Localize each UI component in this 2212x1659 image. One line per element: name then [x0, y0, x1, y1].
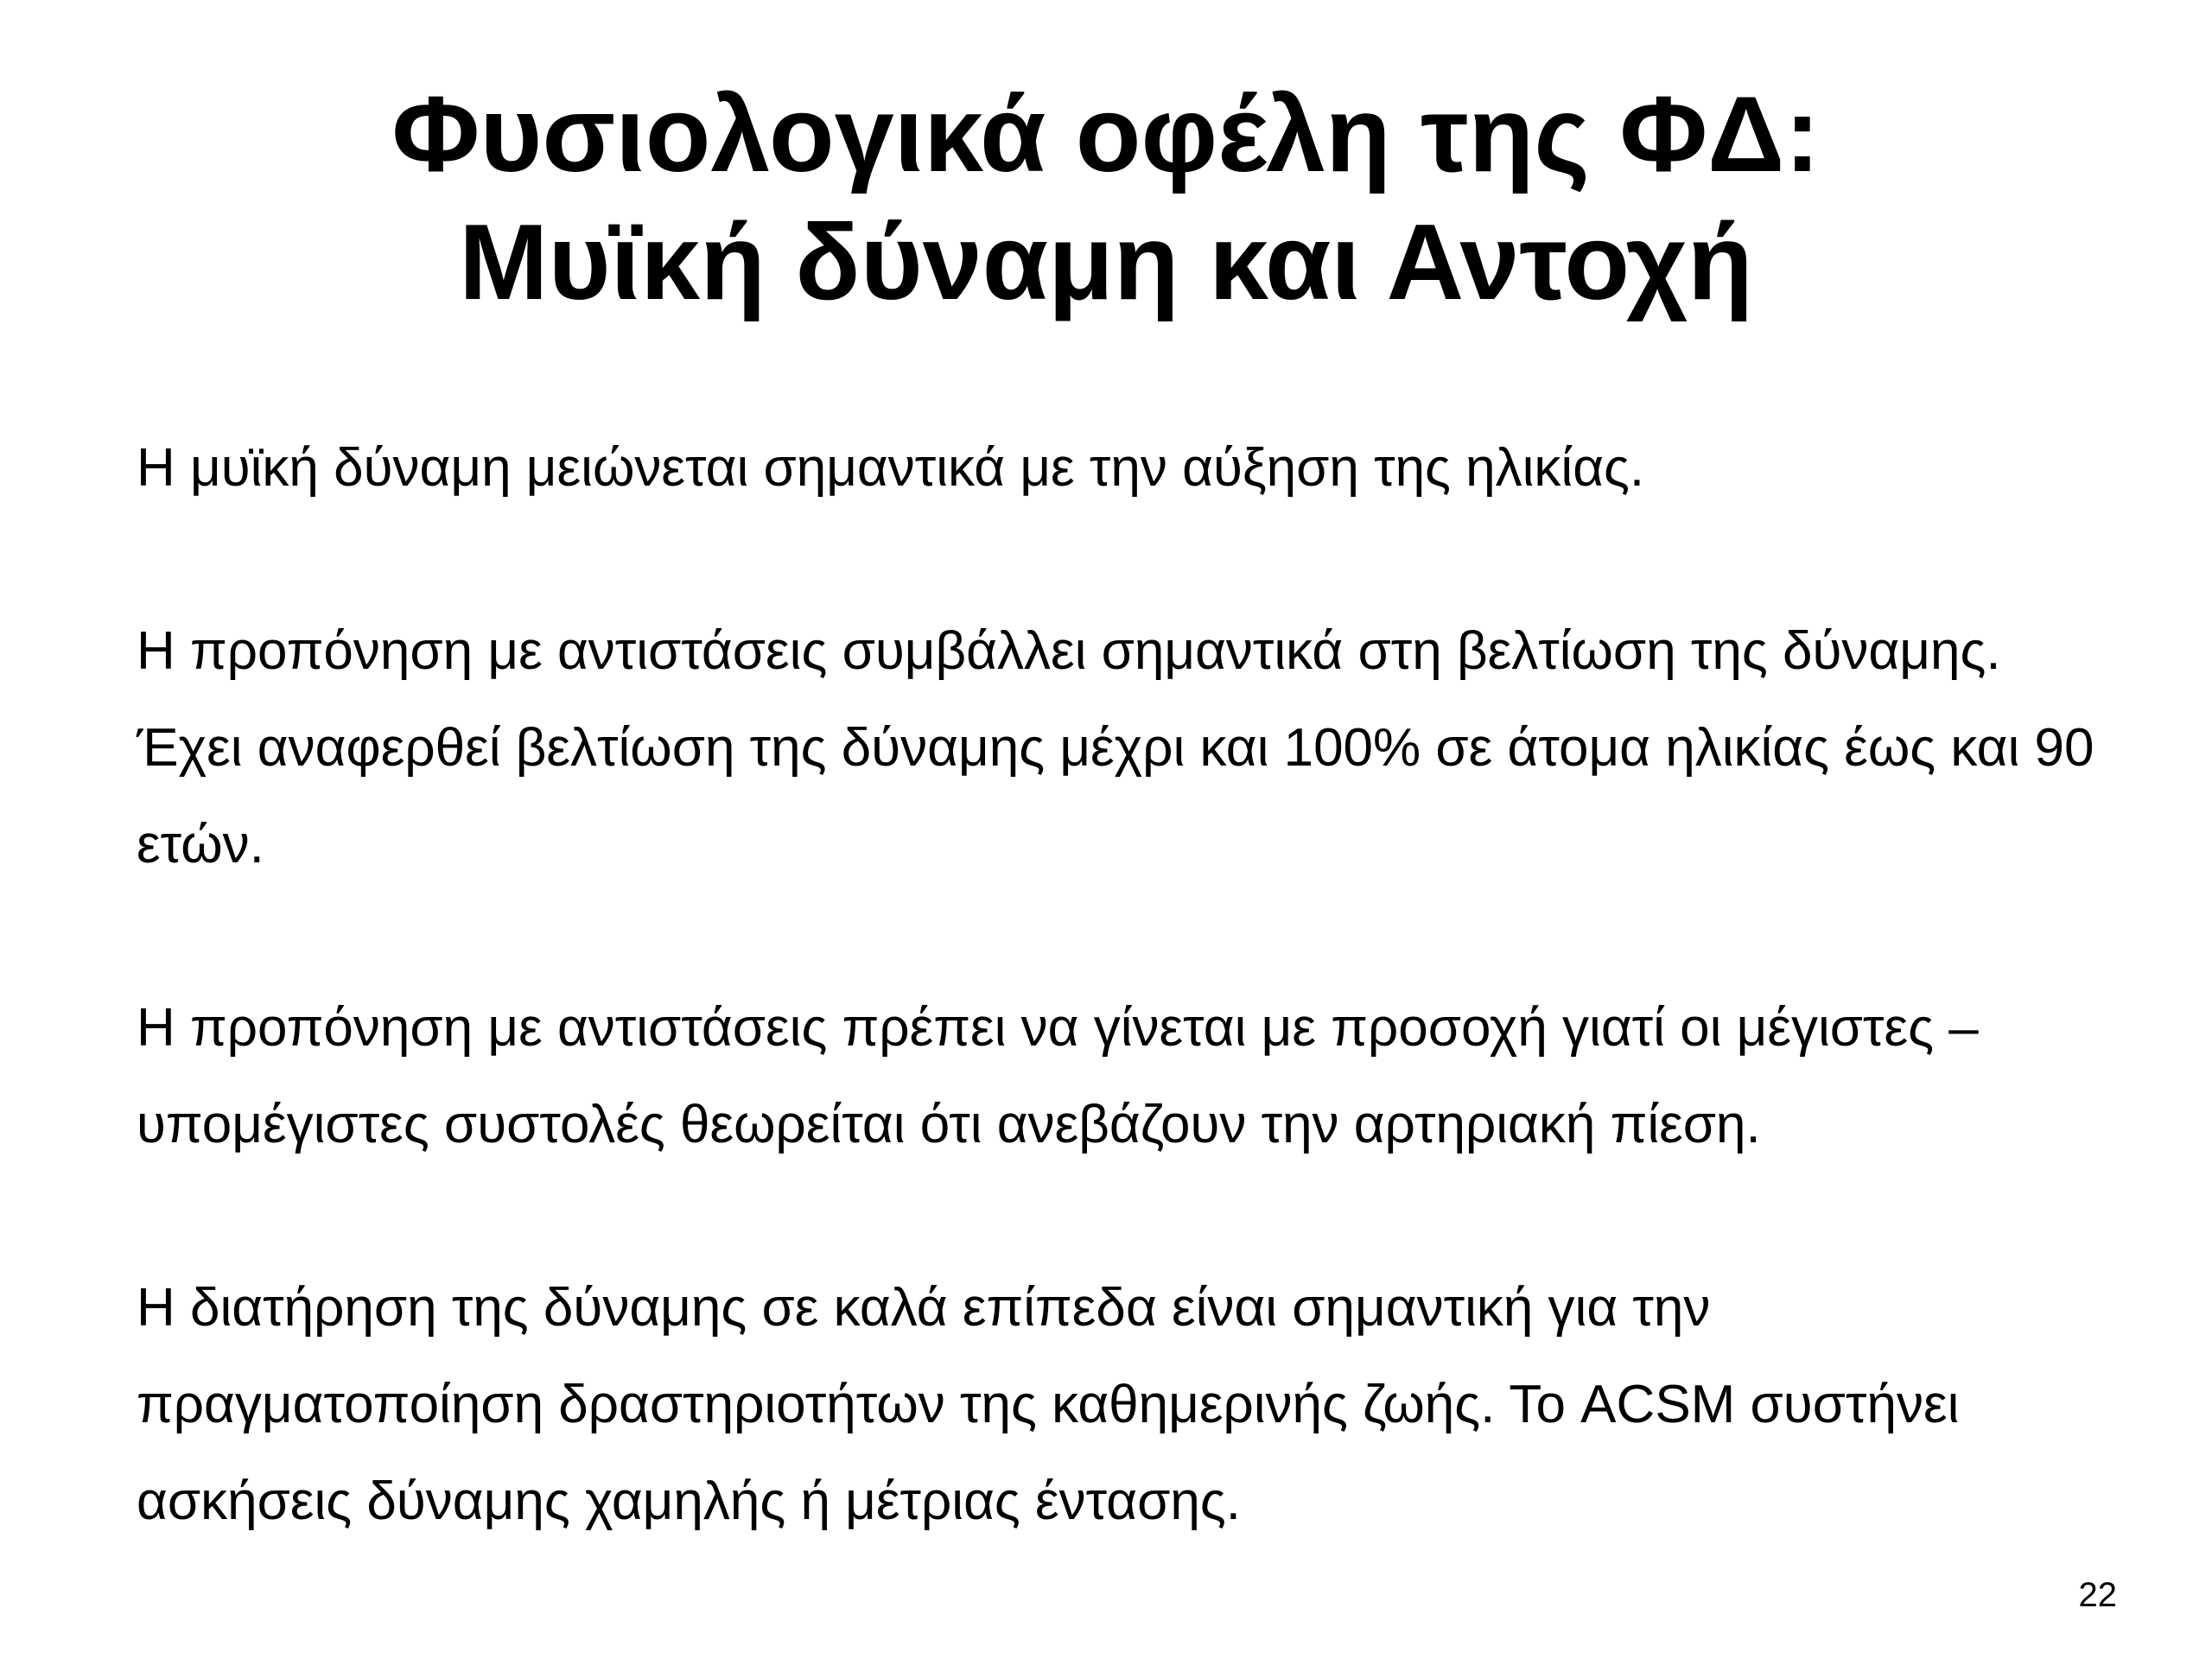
page-number: 22 — [2078, 1576, 2117, 1614]
paragraph-3: Η προπόνηση με αντιστάσεις πρέπει να γίνεται με προσοχή γιατί οι μέγιστες – υπομέγιστες συστολές θεωρείται ότι ανεβάζουν την αρτηριακή πίεση. — [137, 998, 1979, 1154]
paragraph-4: Η διατήρηση της δύναμης σε καλά επίπεδα είναι σημαντική για την πραγματοποίηση δραστηριοτήτων της καθημερινής ζωής. Το ACSM συστήνει ασκήσεις δύναμης χαμηλής ή μέτριας έντασης. — [137, 1278, 1960, 1531]
paragraph-1: Η μυϊκή δύναμη μειώνεται σημαντικά με την αύξηση της ηλικίας. — [137, 438, 1645, 498]
slide-title-line-2: Μυϊκή δύναμη και Αντοχή — [459, 203, 1753, 322]
slide-title-line-1: Φυσιολογικά οφέλη της ΦΔ: — [391, 75, 1821, 194]
paragraph-2: Η προπόνηση με αντιστάσεις συμβάλλει σημαντικά στη βελτίωση της δύναμης. Έχει αναφερθεί βελτίωση της δύναμης μέχρι και 100% σε άτομα ηλικίας έως και 90 ετών. — [137, 621, 2094, 874]
slide-title — [0, 71, 2212, 327]
slide-body — [137, 420, 2115, 1550]
